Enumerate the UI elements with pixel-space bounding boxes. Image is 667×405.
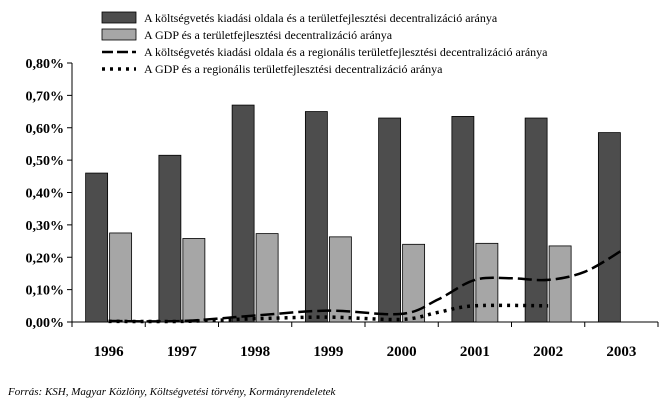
bar-series-1 [452, 116, 474, 322]
x-tick-label: 1999 [313, 344, 344, 360]
legend [102, 11, 548, 76]
legend-label: A költségvetés kiadási oldala és a területfejlesztési decentralizáció aránya [144, 11, 498, 25]
x-axis [72, 322, 658, 360]
legend-label: A GDP és a területfejlesztési decentralizáció aránya [144, 28, 393, 42]
y-tick-label: 0,50% [25, 154, 64, 170]
x-tick-label: 1998 [240, 344, 271, 360]
y-tick-label: 0,70% [25, 89, 64, 105]
legend-label: A költségvetés kiadási oldala és a regionális területfejlesztési decentralizáció aránya [144, 45, 548, 59]
bar-series-2 [256, 234, 278, 322]
bar-series-1 [379, 118, 401, 322]
bar-series-2 [329, 237, 351, 322]
x-tick-label: 2003 [606, 344, 637, 360]
x-tick-label: 2002 [533, 344, 564, 360]
bar-series-2 [476, 243, 498, 322]
legend-swatch [102, 29, 136, 40]
source-note: Forrás: KSH, Magyar Közlöny, Költségvetési törvény, Kormányrendeletek [8, 386, 336, 398]
y-tick-label: 0,00% [25, 316, 64, 331]
bar-series-1 [525, 118, 547, 322]
y-tick-label: 0,10% [25, 283, 64, 299]
x-tick-label: 2000 [386, 344, 417, 360]
bar-series-1 [305, 112, 327, 322]
y-axis [26, 57, 73, 331]
bar-series-1 [86, 173, 108, 322]
x-tick-label: 2001 [459, 344, 490, 360]
bar-series-1 [598, 133, 620, 322]
y-tick-label: 0,60% [25, 121, 64, 137]
x-tick-label: 1997 [166, 344, 197, 360]
legend-swatch [102, 12, 136, 23]
legend-label: A GDP és a regionális területfejlesztési decentralizáció aránya [144, 62, 443, 76]
bar-series-1 [159, 155, 181, 322]
y-tick-label: 0,30% [25, 218, 64, 234]
bar-series-1 [232, 105, 254, 322]
bar-series-2 [549, 246, 571, 322]
bars [86, 105, 621, 322]
y-tick-label: 0,20% [25, 251, 64, 267]
bar-series-2 [183, 238, 205, 322]
y-tick-label: 0,40% [25, 186, 64, 202]
y-tick-label: 0,80% [25, 57, 64, 72]
x-tick-label: 1996 [93, 344, 124, 360]
bar-series-2 [110, 233, 132, 322]
